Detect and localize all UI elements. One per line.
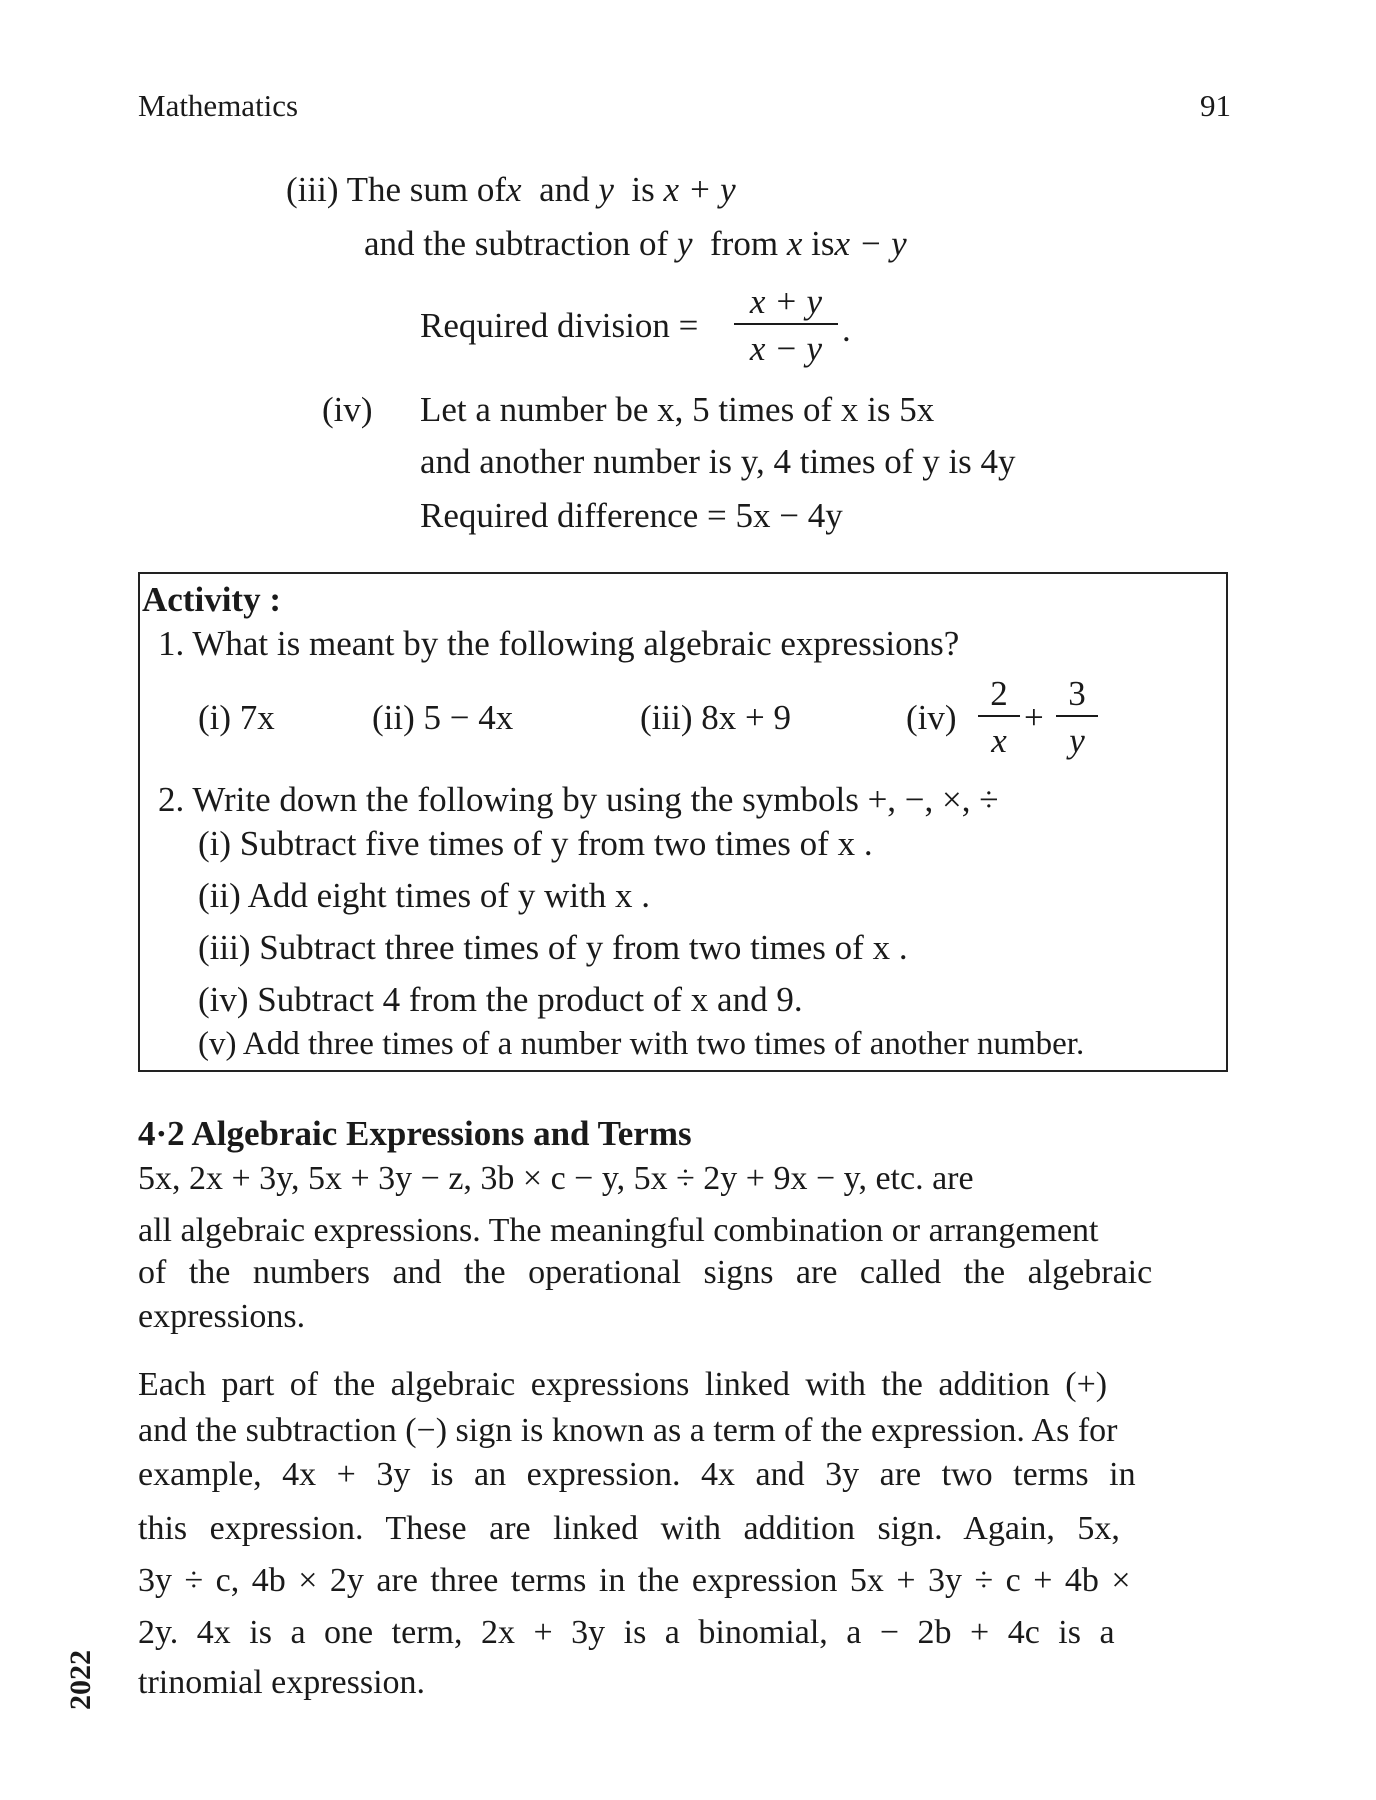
- para2-line1: Each part of the algebraic expressions linked with the addition (+): [138, 1366, 1108, 1403]
- para1-line2: all algebraic expressions. The meaningful combination or arrangement: [138, 1212, 1099, 1249]
- q1-iv-plus: +: [1024, 698, 1044, 737]
- q2-item-v: (v) Add three times of a number with two times of another number.: [198, 1026, 1085, 1062]
- para1-line4: expressions.: [138, 1298, 306, 1335]
- q1-item-i: (i) 7x: [198, 698, 275, 737]
- para2-line2: and the subtraction (−) sign is known as a term of the expression. As for: [138, 1412, 1118, 1449]
- section-heading: 4·2 Algebraic Expressions and Terms: [138, 1114, 692, 1153]
- activity-title: Activity :: [142, 580, 281, 619]
- solution-iii-line1: (iii) The sum ofx and y is x + y: [286, 170, 736, 209]
- division-period: .: [842, 310, 851, 349]
- para1-line3: of the numbers and the operational signs are called the algebraic: [138, 1254, 1153, 1291]
- q1-iv-fraction-2: $\frac{3}{y}$: [1056, 676, 1098, 758]
- solution-iv-line3: Required difference = 5x − 4y: [420, 496, 843, 535]
- solution-iii-line2: and the subtraction of y from x isx − y: [364, 224, 907, 263]
- running-header-subject: Mathematics: [138, 88, 299, 123]
- solution-iii-label: (iii): [286, 170, 339, 209]
- para2-line7: trinomial expression.: [138, 1664, 426, 1701]
- division-numerator: x + y: [734, 284, 838, 325]
- solution-iv-line2: and another number is y, 4 times of y is 4y: [420, 442, 1016, 481]
- q2-item-ii: (ii) Add eight times of y with x .: [198, 876, 651, 915]
- solution-iv-label: (iv): [322, 390, 373, 429]
- para2-line6: 2y. 4x is a one term, 2x + 3y is a binomial, a − 2b + 4c is a: [138, 1614, 1115, 1651]
- division-fraction: [734, 284, 838, 366]
- q1-item-iv-label: (iv): [906, 698, 957, 737]
- activity-question-1: 1. What is meant by the following algebraic expressions?: [158, 624, 960, 663]
- q1-item-iii: (iii) 8x + 9: [640, 698, 791, 737]
- para2-line3: example, 4x + 3y is an expression. 4x and 3y are two terms in: [138, 1456, 1136, 1493]
- division-denominator: x − y: [749, 329, 823, 368]
- side-year-label: 2022: [64, 1650, 97, 1710]
- activity-question-2: 2. Write down the following by using the symbols +, −, ×, ÷: [158, 780, 999, 819]
- para2-line5: 3y ÷ c, 4b × 2y are three terms in the expression 5x + 3y ÷ c + 4b ×: [138, 1562, 1131, 1599]
- q2-item-iii: (iii) Subtract three times of y from two times of x .: [198, 928, 908, 967]
- solution-iv-line1: Let a number be x, 5 times of x is 5x: [420, 390, 935, 429]
- page-number: 91: [1200, 88, 1231, 123]
- q1-item-ii: (ii) 5 − 4x: [372, 698, 514, 737]
- q2-item-iv: (iv) Subtract 4 from the product of x and 9.: [198, 980, 803, 1019]
- para1-line1: 5x, 2x + 3y, 5x + 3y − z, 3b × c − y, 5x ÷ 2y + 9x − y, etc. are: [138, 1160, 974, 1197]
- required-division-label: Required division =: [420, 306, 699, 345]
- q1-iv-fraction-1: $\frac{2}{x}$: [978, 676, 1020, 758]
- para2-line4: this expression. These are linked with addition sign. Again, 5x,: [138, 1510, 1120, 1547]
- q2-item-i: (i) Subtract five times of y from two times of x .: [198, 824, 873, 863]
